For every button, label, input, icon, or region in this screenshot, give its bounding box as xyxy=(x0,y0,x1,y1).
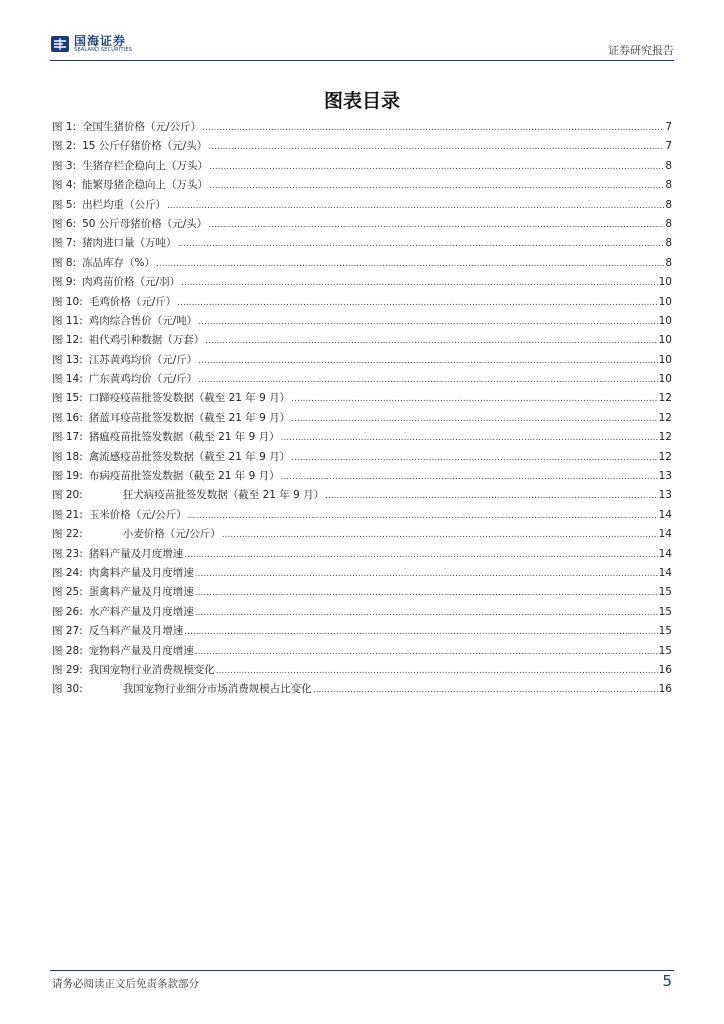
toc-leader-dots xyxy=(313,683,658,695)
table-of-figures xyxy=(52,119,672,701)
toc-entry-title: 冻品库存（%） xyxy=(82,256,156,269)
toc-leader-dots xyxy=(195,567,658,579)
toc-leader-dots xyxy=(198,373,657,385)
toc-entry-label: 图 13: xyxy=(52,353,83,366)
toc-entry[interactable] xyxy=(52,119,672,138)
toc-entry-title: 玉米价格（元/公斤） xyxy=(88,508,187,521)
toc-entry-page: 12 xyxy=(658,431,672,444)
toc-entry-page: 10 xyxy=(658,295,672,308)
toc-leader-dots xyxy=(195,645,658,657)
toc-entry-label: 图 10: xyxy=(52,295,83,308)
toc-entry[interactable] xyxy=(52,623,672,642)
toc-entry-label: 图 2: xyxy=(52,140,77,153)
toc-entry-title: 禽流感疫苗批签发数据（截至 21 年 9 月） xyxy=(88,450,291,463)
toc-leader-dots xyxy=(198,354,657,366)
toc-entry-page: 15 xyxy=(658,586,672,599)
toc-entry-title: 我国宠物行业消费规模变化 xyxy=(88,663,215,676)
toc-leader-dots xyxy=(181,276,658,288)
toc-leader-dots xyxy=(177,296,657,308)
logo-cn-text: 国海证券 xyxy=(74,34,127,48)
toc-leader-dots xyxy=(178,237,665,249)
toc-entry-page: 10 xyxy=(658,334,672,347)
header-divider xyxy=(50,60,674,61)
toc-entry-page: 14 xyxy=(658,547,672,560)
toc-entry-page: 10 xyxy=(658,373,672,386)
toc-leader-dots xyxy=(325,489,657,501)
sealand-logo xyxy=(50,34,132,54)
toc-entry-title: 水产料产量及月度增速 xyxy=(88,605,194,618)
toc-entry[interactable] xyxy=(52,332,672,351)
toc-entry[interactable] xyxy=(52,410,672,429)
toc-entry-page: 8 xyxy=(665,237,672,250)
toc-leader-dots xyxy=(222,528,658,540)
toc-entry-title: 猪瘟疫苗批签发数据（截至 21 年 9 月） xyxy=(88,431,280,444)
toc-leader-dots xyxy=(216,664,658,676)
toc-entry-label: 图 27: xyxy=(52,625,83,638)
sealand-logo-icon xyxy=(50,34,70,54)
toc-entry-page: 10 xyxy=(658,353,672,366)
toc-entry[interactable] xyxy=(52,352,672,371)
toc-entry-label: 图 22: xyxy=(52,528,83,541)
toc-leader-dots xyxy=(156,257,664,269)
toc-entry-label: 图 7: xyxy=(52,237,77,250)
toc-entry[interactable] xyxy=(52,255,672,274)
toc-entry-title: 宠物料产量及月度增速 xyxy=(88,644,194,657)
toc-entry-label: 图 16: xyxy=(52,411,83,424)
toc-entry[interactable] xyxy=(52,158,672,177)
toc-entry-page: 16 xyxy=(658,663,672,676)
toc-entry-label: 图 12: xyxy=(52,334,83,347)
toc-entry-label: 图 19: xyxy=(52,470,83,483)
footer-divider xyxy=(50,970,674,971)
toc-entry-page: 8 xyxy=(665,198,672,211)
toc-entry[interactable] xyxy=(52,390,672,409)
toc-leader-dots xyxy=(281,470,658,482)
toc-entry-page: 14 xyxy=(658,566,672,579)
toc-entry-label: 图 29: xyxy=(52,663,83,676)
toc-leader-dots xyxy=(184,548,657,560)
toc-leader-dots xyxy=(209,179,664,191)
toc-entry-label: 图 26: xyxy=(52,605,83,618)
toc-entry-page: 13 xyxy=(658,489,672,502)
toc-entry[interactable] xyxy=(52,546,672,565)
toc-entry-title: 江苏黄鸡均价（元/斤） xyxy=(88,353,198,366)
toc-leader-dots xyxy=(167,199,664,211)
toc-entry-title: 能繁母猪企稳向上（万头） xyxy=(82,179,209,192)
toc-entry-label: 图 3: xyxy=(52,159,77,172)
toc-entry-title: 鸡肉综合售价（元/吨） xyxy=(88,314,198,327)
toc-entry-label: 图 17: xyxy=(52,431,83,444)
toc-entry-label: 图 21: xyxy=(52,508,83,521)
toc-leader-dots xyxy=(202,121,664,133)
toc-entry[interactable] xyxy=(52,584,672,603)
toc-entry-page: 15 xyxy=(658,605,672,618)
toc-entry-title: 猪蓝耳疫苗批签发数据（截至 21 年 9 月） xyxy=(88,411,291,424)
toc-leader-dots xyxy=(291,451,657,463)
toc-entry-page: 14 xyxy=(658,528,672,541)
toc-leader-dots xyxy=(198,315,657,327)
toc-entry-page: 7 xyxy=(665,121,672,133)
toc-entry[interactable] xyxy=(52,526,672,545)
toc-entry-page: 10 xyxy=(658,314,672,327)
toc-entry-title: 狂犬病疫苗批签发数据（截至 21 年 9 月） xyxy=(122,489,325,502)
toc-entry-page: 8 xyxy=(665,217,672,230)
toc-entry-page: 7 xyxy=(665,140,672,153)
toc-leader-dots xyxy=(184,625,657,637)
toc-entry-title: 肉鸡苗价格（元/羽） xyxy=(82,276,181,289)
toc-entry-label: 图 20: xyxy=(52,489,83,502)
toc-entry-title: 蛋禽料产量及月度增速 xyxy=(88,586,194,599)
toc-leader-dots xyxy=(195,586,658,598)
toc-entry[interactable] xyxy=(52,429,672,448)
toc-entry[interactable] xyxy=(52,507,672,526)
page-header xyxy=(50,30,674,60)
toc-entry-title: 口蹄疫疫苗批签发数据（截至 21 年 9 月） xyxy=(88,392,291,405)
toc-entry-title: 祖代鸡引种数据（万套） xyxy=(88,334,205,347)
toc-entry[interactable] xyxy=(52,313,672,332)
toc-entry[interactable] xyxy=(52,197,672,216)
logo-en-text: SEALAND SECURITIES xyxy=(74,47,133,53)
toc-entry-title: 出栏均重（公斤） xyxy=(82,198,167,211)
toc-entry-title: 猪肉进口量（万吨） xyxy=(82,237,177,250)
toc-entry-label: 图 8: xyxy=(52,256,77,269)
toc-entry-label: 图 11: xyxy=(52,314,83,327)
toc-entry-page: 12 xyxy=(658,392,672,405)
toc-entry[interactable] xyxy=(52,643,672,662)
footer-disclaimer: 请务必阅读正文后免责条款部分 xyxy=(52,978,199,990)
toc-entry[interactable] xyxy=(52,487,672,506)
toc-entry-page: 8 xyxy=(665,256,672,269)
toc-entry-page: 14 xyxy=(658,508,672,521)
toc-entry-page: 15 xyxy=(658,625,672,638)
toc-leader-dots xyxy=(195,606,658,618)
toc-entry-page: 16 xyxy=(658,683,672,696)
toc-entry[interactable] xyxy=(52,274,672,293)
toc-leader-dots xyxy=(205,334,657,346)
toc-entry-title: 生猪存栏企稳向上（万头） xyxy=(82,159,209,172)
toc-entry[interactable] xyxy=(52,177,672,196)
toc-entry[interactable] xyxy=(52,138,672,157)
toc-leader-dots xyxy=(291,412,657,424)
toc-entry-label: 图 28: xyxy=(52,644,83,657)
toc-entry-page: 8 xyxy=(665,179,672,192)
toc-entry-title: 布病疫苗批签发数据（截至 21 年 9 月） xyxy=(88,470,280,483)
toc-leader-dots xyxy=(281,431,658,443)
toc-leader-dots xyxy=(208,140,664,152)
toc-entry-label: 图 18: xyxy=(52,450,83,463)
toc-leader-dots xyxy=(209,160,664,172)
toc-leader-dots xyxy=(188,509,658,521)
toc-entry[interactable] xyxy=(52,371,672,390)
toc-entry-label: 图 4: xyxy=(52,179,77,192)
toc-leader-dots xyxy=(208,218,664,230)
toc-entry[interactable] xyxy=(52,449,672,468)
toc-entry-label: 图 25: xyxy=(52,586,83,599)
toc-entry-label: 图 9: xyxy=(52,276,77,289)
toc-entry-page: 15 xyxy=(658,644,672,657)
toc-entry-title: 15 公斤仔猪价格（元/头） xyxy=(82,140,208,153)
toc-entry-label: 图 24: xyxy=(52,566,83,579)
toc-leader-dots xyxy=(291,392,657,404)
toc-entry[interactable] xyxy=(52,662,672,681)
toc-entry-title: 全国生猪价格（元/公斤） xyxy=(82,121,202,133)
page-title: 图表目录 xyxy=(323,90,400,112)
toc-entry-label: 图 6: xyxy=(52,217,77,230)
toc-entry-label: 图 23: xyxy=(52,547,83,560)
toc-entry[interactable] xyxy=(52,604,672,623)
toc-entry-label: 图 14: xyxy=(52,373,83,386)
toc-entry-title: 猪料产量及月度增速 xyxy=(88,547,184,560)
toc-entry[interactable] xyxy=(52,294,672,313)
toc-entry[interactable] xyxy=(52,468,672,487)
toc-entry-title: 广东黄鸡均价（元/斤） xyxy=(88,373,198,386)
toc-entry-label: 图 5: xyxy=(52,198,77,211)
toc-entry-title: 50 公斤母猪价格（元/头） xyxy=(82,217,208,230)
toc-entry-title: 我国宠物行业细分市场消费规模占比变化 xyxy=(122,683,312,696)
toc-entry-page: 8 xyxy=(665,159,672,172)
toc-entry[interactable] xyxy=(52,216,672,235)
toc-entry[interactable] xyxy=(52,235,672,254)
toc-entry-title: 小麦价格（元/公斤） xyxy=(122,528,221,541)
toc-entry-title: 毛鸡价格（元/斤） xyxy=(88,295,177,308)
toc-entry-page: 12 xyxy=(658,450,672,463)
toc-entry-page: 12 xyxy=(658,411,672,424)
toc-entry-page: 13 xyxy=(658,470,672,483)
toc-entry-label: 图 30: xyxy=(52,683,83,696)
toc-entry[interactable] xyxy=(52,565,672,584)
toc-entry-label: 图 1: xyxy=(52,121,77,133)
page-number: 5 xyxy=(662,972,672,990)
toc-entry-title: 肉禽料产量及月度增速 xyxy=(88,566,194,579)
toc-entry-page: 10 xyxy=(658,276,672,289)
toc-entry-title: 反刍料产量及月增速 xyxy=(88,625,184,638)
toc-entry-label: 图 15: xyxy=(52,392,83,405)
toc-entry[interactable] xyxy=(52,681,672,700)
report-type-label: 证券研究报告 xyxy=(608,44,674,57)
